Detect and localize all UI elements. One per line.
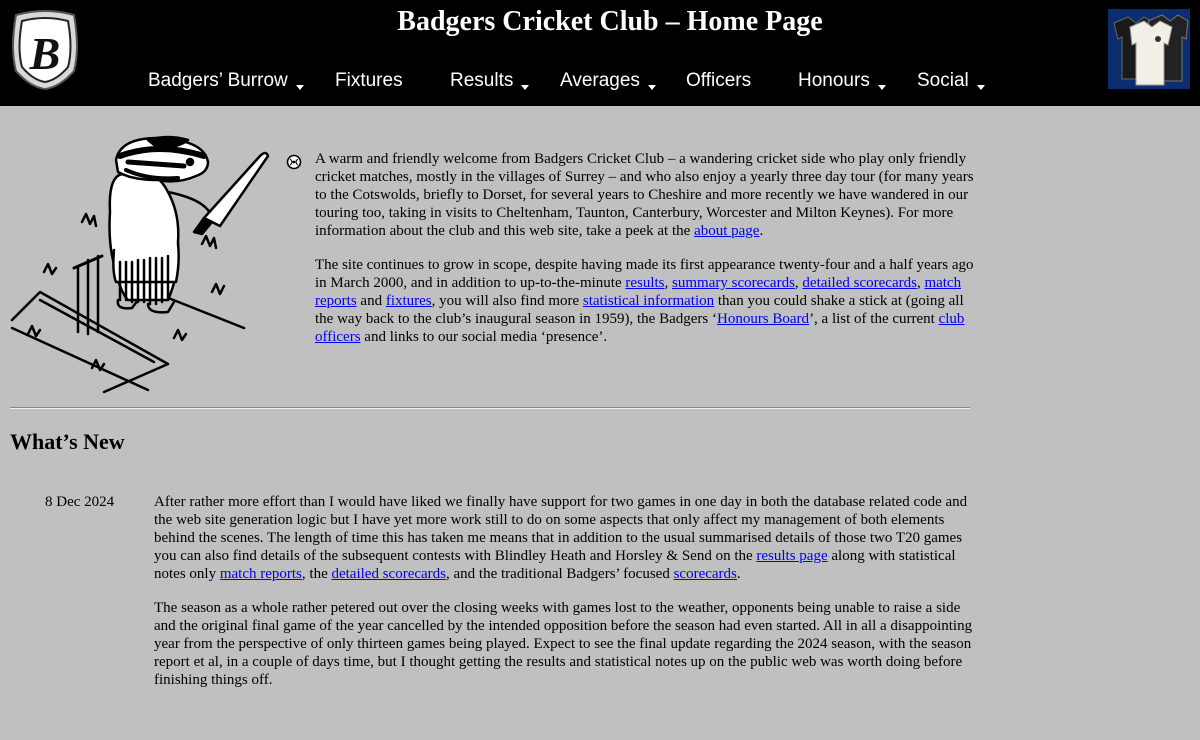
chevron-down-icon (878, 85, 886, 90)
news-paragraph (154, 493, 974, 583)
match-reports-link[interactable]: match reports (315, 275, 962, 309)
club-shirts-image (1108, 9, 1190, 89)
honours-board-link[interactable]: Honours Board (716, 311, 810, 327)
welcome-paragraph (315, 150, 975, 240)
text: than you could shake a stick at (going all the way back to the club’s inaugural season in 1959), the Badgers ‘ (315, 293, 964, 327)
summary-scorecards-link[interactable]: summary scorecards (672, 275, 795, 291)
text: , (916, 275, 925, 291)
text: A warm and friendly welcome from Badgers Cricket Club – a wandering cricket side who play only friendly cricket matches, mostly in the villages of Surrey – and who also enjoy a yearly three day tour (for many years to the Cotswolds, briefly to Dorset, for several years to Cheshire and more recently we have wandered in our touring too, taking in visits to Cheltenham, Taunton, Canterbury, Worcester and Milton Keynes). For more information about the club and this web site, take a peek at the (315, 151, 974, 239)
nav-label: Fixtures (335, 70, 403, 91)
crest-letter: B (29, 28, 61, 79)
text: . (736, 566, 741, 582)
news-date: 8 Dec 2024 (45, 494, 115, 510)
main-nav (0, 70, 1100, 100)
nav-officers[interactable] (686, 70, 751, 100)
nav-honours[interactable] (798, 70, 886, 100)
nav-averages[interactable] (560, 70, 656, 100)
whats-new-heading: What’s New (10, 429, 125, 454)
nav-label: Social (917, 70, 969, 91)
results-link[interactable]: results (625, 275, 665, 291)
text: , (794, 275, 803, 291)
nav-label: Officers (686, 70, 752, 91)
site-scope-paragraph (315, 256, 975, 346)
site-header (0, 0, 1200, 106)
news-paragraph: The season as a whole rather petered out over the closing weeks with games lost to the weather, opponents being unable to raise a side and the original final game of the year cancelled by the intended opposition before the season had even started. All in all a disappointing year from the perspective of only thirteen games being played. Expect to see the final update regarding the 2024 season, with the season report et al, in a couple of days time, but I thought getting the results and statistical notes up on the public web was worth doing before finishing things off. (154, 600, 973, 688)
fixtures-link[interactable]: fixtures (385, 293, 432, 309)
results-page-link[interactable]: results page (756, 548, 828, 564)
nav-badgers-burrow[interactable] (148, 70, 304, 100)
club-officers-link[interactable]: club officers (315, 311, 965, 345)
welcome-section (315, 150, 975, 362)
text: . (759, 223, 764, 239)
text: ’, a list of the current (809, 311, 939, 327)
chevron-down-icon (296, 85, 304, 90)
text: , you will also find more (431, 293, 583, 309)
nav-fixtures[interactable] (335, 70, 403, 100)
text: After rather more effort than I would have liked we finally have support for two games in one day in both the database related code and the web site generation logic but I have yet more work still to do on some aspects that only affect my management of both elements behind the scenes. The length of time this has taken me means that in addition to the usual summarised details of those two T20 games you can also find details of the subsequent contests with Blindley Heath and Horsley & Send on the (154, 494, 968, 564)
news-entry (154, 493, 974, 705)
nav-results[interactable] (450, 70, 529, 100)
text: , and the traditional Badgers’ focused (446, 566, 674, 582)
news-match-reports-link[interactable]: match reports (219, 566, 302, 582)
text: , the (301, 566, 332, 582)
chevron-down-icon (648, 85, 656, 90)
cricket-ball-icon (286, 154, 302, 170)
text: and (356, 293, 386, 309)
nav-label: Honours (798, 70, 870, 91)
news-scorecards-link[interactable]: scorecards (673, 566, 737, 582)
nav-social[interactable] (917, 70, 985, 100)
text: and links to our social media ‘presence’. (360, 329, 608, 345)
nav-label: Averages (560, 70, 640, 91)
section-divider (10, 407, 970, 409)
chevron-down-icon (977, 85, 985, 90)
text: The site continues to grow in scope, despite having made its first appearance twenty-four and a half years ago in March 2000, and in addition to up-to-the-minute (315, 257, 974, 291)
nav-label: Results (450, 70, 514, 91)
badger-batsman-cartoon (8, 132, 280, 394)
statistical-information-link[interactable]: statistical information (582, 293, 715, 309)
about-page-link[interactable]: about page (694, 223, 760, 239)
detailed-scorecards-link[interactable]: detailed scorecards (802, 275, 917, 291)
text: , (664, 275, 673, 291)
page-title: Badgers Cricket Club – Home Page (397, 6, 823, 37)
chevron-down-icon (521, 85, 529, 90)
news-detailed-scorecards-link[interactable]: detailed scorecards (331, 566, 447, 582)
text: along with statistical notes only (154, 548, 956, 582)
nav-label: Badgers’ Burrow (148, 70, 288, 91)
